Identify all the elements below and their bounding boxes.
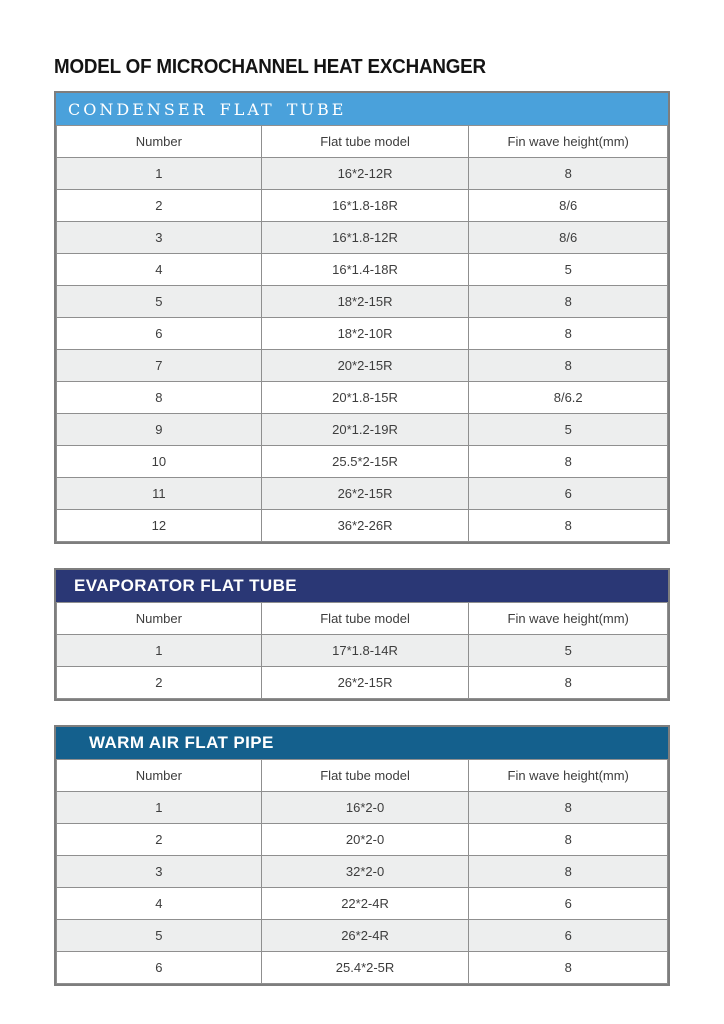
- table-section-warm-air: [54, 725, 670, 986]
- header-row: [57, 126, 668, 158]
- cell-fin-height: 8: [469, 952, 668, 984]
- section-title: WARM AIR FLAT PIPE: [89, 733, 274, 752]
- cell-number: 1: [57, 635, 262, 667]
- data-table-warm-air: [56, 759, 668, 984]
- cell-number: 10: [57, 446, 262, 478]
- column-header: Number: [57, 603, 262, 635]
- cell-fin-height: 8: [469, 824, 668, 856]
- table-row: [57, 446, 668, 478]
- cell-number: 12: [57, 510, 262, 542]
- cell-number: 5: [57, 286, 262, 318]
- table-row: [57, 635, 668, 667]
- cell-model: 26*2-15R: [261, 667, 469, 699]
- table-row: [57, 222, 668, 254]
- cell-number: 2: [57, 824, 262, 856]
- cell-number: 2: [57, 190, 262, 222]
- data-table-evaporator: [56, 602, 668, 699]
- cell-model: 16*1.8-18R: [261, 190, 469, 222]
- table-section-condenser: [54, 91, 670, 544]
- header-row: [57, 760, 668, 792]
- cell-fin-height: 8: [469, 286, 668, 318]
- table-section-evaporator: [54, 568, 670, 701]
- cell-fin-height: 8/6.2: [469, 382, 668, 414]
- column-header: Fin wave height(mm): [469, 760, 668, 792]
- cell-fin-height: 5: [469, 254, 668, 286]
- cell-fin-height: 6: [469, 888, 668, 920]
- cell-number: 4: [57, 888, 262, 920]
- cell-model: 20*2-15R: [261, 350, 469, 382]
- table-row: [57, 318, 668, 350]
- cell-model: 25.4*2-5R: [261, 952, 469, 984]
- cell-model: 16*1.4-18R: [261, 254, 469, 286]
- cell-fin-height: 8/6: [469, 190, 668, 222]
- column-header: Number: [57, 760, 262, 792]
- column-header: Flat tube model: [261, 603, 469, 635]
- cell-number: 9: [57, 414, 262, 446]
- table-row: [57, 510, 668, 542]
- table-row: [57, 952, 668, 984]
- table-row: [57, 382, 668, 414]
- cell-model: 16*2-12R: [261, 158, 469, 190]
- cell-model: 20*1.8-15R: [261, 382, 469, 414]
- table-row: [57, 824, 668, 856]
- cell-model: 18*2-15R: [261, 286, 469, 318]
- table-row: [57, 920, 668, 952]
- cell-number: 4: [57, 254, 262, 286]
- table-row: [57, 350, 668, 382]
- cell-fin-height: 6: [469, 478, 668, 510]
- table-row: [57, 158, 668, 190]
- cell-model: 20*1.2-19R: [261, 414, 469, 446]
- table-row: [57, 190, 668, 222]
- column-header: Fin wave height(mm): [469, 126, 668, 158]
- cell-fin-height: 6: [469, 920, 668, 952]
- section-title: CONDENSER FLAT TUBE: [68, 99, 347, 119]
- column-header: Number: [57, 126, 262, 158]
- section-title: EVAPORATOR FLAT TUBE: [74, 576, 298, 595]
- cell-model: 17*1.8-14R: [261, 635, 469, 667]
- section-title-bar: [56, 570, 668, 602]
- cell-number: 3: [57, 856, 262, 888]
- cell-fin-height: 8: [469, 350, 668, 382]
- cell-fin-height: 8/6: [469, 222, 668, 254]
- cell-number: 7: [57, 350, 262, 382]
- column-header: Flat tube model: [261, 126, 469, 158]
- cell-fin-height: 8: [469, 446, 668, 478]
- cell-model: 36*2-26R: [261, 510, 469, 542]
- cell-model: 26*2-4R: [261, 920, 469, 952]
- table-row: [57, 414, 668, 446]
- table-row: [57, 254, 668, 286]
- table-row: [57, 792, 668, 824]
- cell-model: 22*2-4R: [261, 888, 469, 920]
- table-row: [57, 667, 668, 699]
- column-header: Flat tube model: [261, 760, 469, 792]
- cell-model: 20*2-0: [261, 824, 469, 856]
- cell-fin-height: 8: [469, 856, 668, 888]
- cell-number: 6: [57, 318, 262, 350]
- cell-fin-height: 8: [469, 667, 668, 699]
- cell-number: 3: [57, 222, 262, 254]
- cell-number: 1: [57, 792, 262, 824]
- cell-model: 32*2-0: [261, 856, 469, 888]
- table-row: [57, 888, 668, 920]
- cell-number: 6: [57, 952, 262, 984]
- cell-fin-height: 8: [469, 792, 668, 824]
- cell-fin-height: 5: [469, 635, 668, 667]
- cell-number: 11: [57, 478, 262, 510]
- cell-model: 16*1.8-12R: [261, 222, 469, 254]
- table-row: [57, 286, 668, 318]
- section-title-bar: [56, 93, 668, 125]
- cell-model: 25.5*2-15R: [261, 446, 469, 478]
- page-title: MODEL OF MICROCHANNEL HEAT EXCHANGER: [54, 56, 486, 78]
- cell-number: 1: [57, 158, 262, 190]
- data-table-condenser: [56, 125, 668, 542]
- column-header: Fin wave height(mm): [469, 603, 668, 635]
- cell-number: 2: [57, 667, 262, 699]
- cell-fin-height: 8: [469, 318, 668, 350]
- cell-model: 18*2-10R: [261, 318, 469, 350]
- header-row: [57, 603, 668, 635]
- table-row: [57, 856, 668, 888]
- cell-model: 16*2-0: [261, 792, 469, 824]
- cell-fin-height: 8: [469, 510, 668, 542]
- cell-number: 8: [57, 382, 262, 414]
- cell-number: 5: [57, 920, 262, 952]
- cell-fin-height: 8: [469, 158, 668, 190]
- tables-root: [54, 91, 670, 986]
- cell-model: 26*2-15R: [261, 478, 469, 510]
- table-row: [57, 478, 668, 510]
- section-title-bar: [56, 727, 668, 759]
- cell-fin-height: 5: [469, 414, 668, 446]
